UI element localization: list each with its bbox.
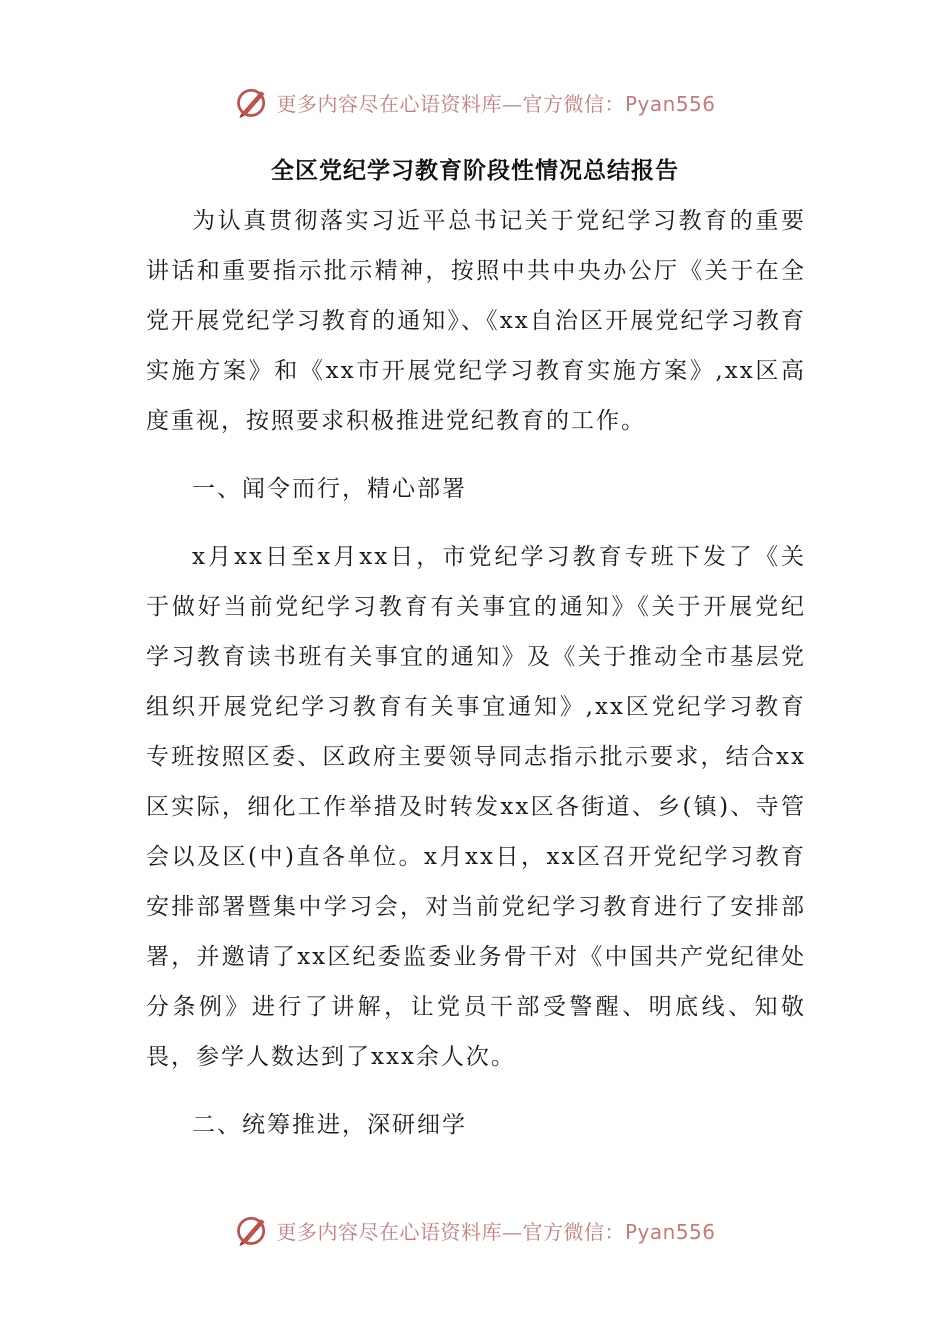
pen-logo-icon bbox=[234, 84, 270, 120]
watermark-banner-bottom bbox=[0, 1208, 950, 1252]
pen-logo-icon bbox=[234, 1212, 270, 1248]
watermark-text: 更多内容尽在心语资料库—官方微信：Pyan556 bbox=[276, 1219, 716, 1244]
watermark-id: Pyan556 bbox=[624, 91, 716, 116]
watermark-id: Pyan556 bbox=[624, 1219, 716, 1244]
watermark-banner-top bbox=[0, 80, 950, 124]
document-body bbox=[146, 196, 806, 1168]
intro-paragraph: 为认真贯彻落实习近平总书记关于党纪学习教育的重要讲话和重要指示批示精神，按照中共中央办公厅《关于在全党开展党纪学习教育的通知》、《xx自治区开展党纪学习教育实施方案》和《xx市开展党纪学习教育实施方案》,xx区高度重视，按照要求积极推进党纪教育的工作。 bbox=[146, 208, 806, 434]
section-heading-2: 二、统筹推进，深研细学 bbox=[192, 1112, 467, 1138]
section-1-paragraph: x月xx日至x月xx日，市党纪学习教育专班下发了《关于做好当前党纪学习教育有关事宜的通知》《关于开展党纪学习教育读书班有关事宜的通知》及《关于推动全市基层党组织开展党纪学习教育有关事宜通知》,xx区党纪学习教育专班按照区委、区政府主要领导同志指示批示要求，结合xx区实际，细化工作举措及时转发xx区各街道、乡(镇)、寺管会以及区(中)直各单位。x月xx日，xx区召开党纪学习教育安排部署暨集中学习会，对当前党纪学习教育进行了安排部署，并邀请了xx区纪委监委业务骨干对《中国共产党纪律处分条例》进行了讲解，让党员干部受警醒、明底线、知敬畏，参学人数达到了xxx余人次。 bbox=[146, 544, 806, 1070]
section-heading-1: 一、闻令而行，精心部署 bbox=[192, 476, 467, 502]
watermark-text: 更多内容尽在心语资料库—官方微信：Pyan556 bbox=[276, 91, 716, 116]
document-title: 全区党纪学习教育阶段性情况总结报告 bbox=[271, 158, 679, 184]
